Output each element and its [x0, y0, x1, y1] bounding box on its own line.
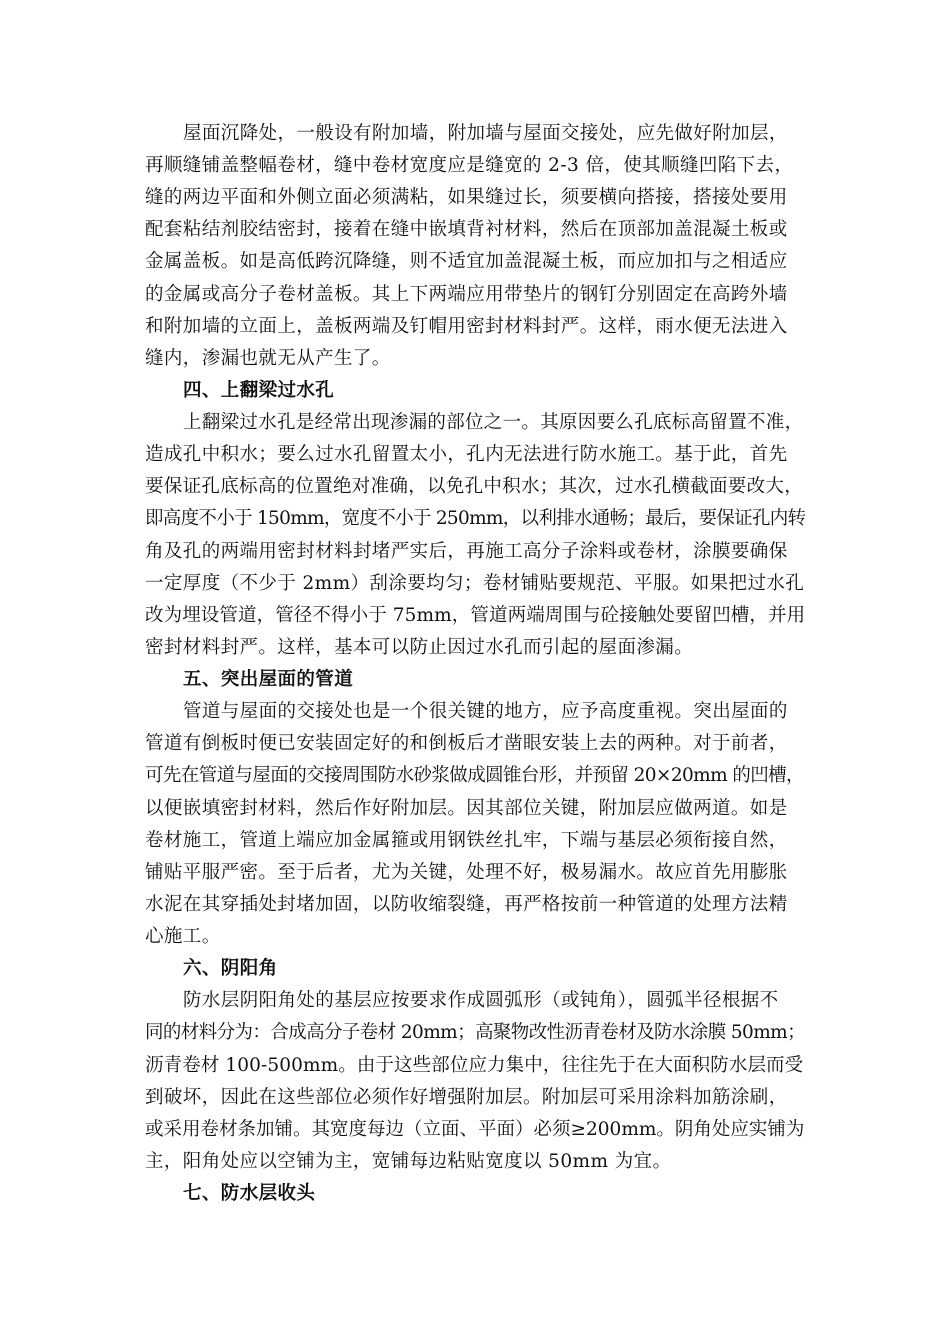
paragraph-line: 防水层阴阳角处的基层应按要求作成圆弧形（或钝角），圆弧半径根据不 — [183, 990, 779, 1011]
paragraph-line: 屋面沉降处，一般设有附加墙，附加墙与屋面交接处，应先做好附加层， — [183, 123, 788, 144]
paragraph-line: 管道有倒板时便已安装固定好的和倒板后才凿眼安装上去的两种。对于前者， — [145, 733, 788, 754]
paragraph-line: 可先在管道与屋面的交接周围防水砂浆做成圆锥台形，并预留 20×20mm 的凹槽， — [145, 765, 804, 786]
paragraph-line: 主，阳角处应以空铺为主，宽铺每边粘贴宽度以 50mm 为宜。 — [145, 1151, 672, 1172]
paragraph-line: 上翻梁过水孔是经常出现渗漏的部位之一。其原因要么孔底标高留置不准， — [183, 412, 804, 433]
paragraph-line: 卷材施工，管道上端应加金属箍或用钢铁丝扎牢，下端与基层必须衔接自然， — [145, 830, 788, 851]
paragraph-line: 沥青卷材 100-500mm。由于这些部位应力集中，往往先于在大面积防水层而受 — [145, 1055, 804, 1076]
paragraph-line: 同的材料分为：合成高分子卷材 20mm；高聚物改性沥青卷材及防水涂膜 50mm； — [145, 1022, 806, 1043]
paragraph-line: 缝内，渗漏也就无从产生了。 — [145, 348, 391, 369]
section-heading: 六、阴阳角 — [183, 958, 278, 979]
paragraph-line: 密封材料封严。这样，基本可以防止因过水孔而引起的屋面渗漏。 — [145, 637, 694, 658]
paragraph-line: 再顺缝铺盖整幅卷材，缝中卷材宽度应是缝宽的 2-3 倍，使其顺缝凹陷下去， — [145, 155, 794, 176]
paragraph-line: 角及孔的两端用密封材料封堵严实后，再施工高分子涂料或卷材，涂膜要确保 — [145, 541, 788, 562]
paragraph-line: 的金属或高分子卷材盖板。其上下两端应用带垫片的钢钉分别固定在高跨外墙 — [145, 284, 788, 305]
paragraph-line: 铺贴平服严密。至于后者，尤为关键，处理不好，极易漏水。故应首先用膨胀 — [145, 862, 788, 883]
paragraph-line: 管道与屋面的交接处也是一个很关键的地方，应予高度重视。突出屋面的 — [183, 701, 788, 722]
section-heading: 七、防水层收头 — [183, 1183, 316, 1204]
paragraph-line: 缝的两边平面和外侧立面必须满粘，如果缝过长，须要横向搭接，搭接处要用 — [145, 187, 788, 208]
paragraph-line: 金属盖板。如是高低跨沉降缝，则不适宜加盖混凝土板，而应加扣与之相适应 — [145, 251, 788, 272]
paragraph-line: 造成孔中积水；要么过水孔留置太小，孔内无法进行防水施工。基于此，首先 — [145, 444, 788, 465]
paragraph-line: 心施工。 — [145, 926, 221, 947]
paragraph-line: 即高度不小于 150mm，宽度不小于 250mm，以利排水通畅；最后，要保证孔内转 — [145, 508, 806, 529]
paragraph-line: 配套粘结剂胶结密封，接着在缝中嵌填背衬材料，然后在顶部加盖混凝土板或 — [145, 219, 788, 240]
section-heading: 四、上翻梁过水孔 — [183, 380, 335, 401]
paragraph-line: 改为埋设管道，管径不得小于 75mm，管道两端周围与砼接触处要留凹槽，并用 — [145, 605, 806, 626]
paragraph-line: 和附加墙的立面上，盖板两端及钉帽用密封材料封严。这样，雨水便无法进入 — [145, 316, 788, 337]
paragraph-line: 或采用卷材条加铺。其宽度每边（立面、平面）必须≥200mm。阴角处应实铺为 — [145, 1119, 805, 1140]
paragraph-line: 要保证孔底标高的位置绝对准确，以免孔中积水；其次，过水孔横截面要改大， — [145, 476, 804, 497]
paragraph-line: 到破坏，因此在这些部位必须作好增强附加层。附加层可采用涂料加筋涂刷， — [145, 1087, 788, 1108]
paragraph-line: 一定厚度（不少于 2mm）刮涂要均匀；卷材铺贴要规范、平服。如果把过水孔 — [145, 573, 805, 594]
section-heading: 五、突出屋面的管道 — [183, 669, 354, 690]
paragraph-line: 水泥在其穿插处封堵加固，以防收缩裂缝，再严格按前一种管道的处理方法精 — [145, 894, 788, 915]
paragraph-line: 以便嵌填密封材料，然后作好附加层。因其部位关键，附加层应做两道。如是 — [145, 798, 788, 819]
